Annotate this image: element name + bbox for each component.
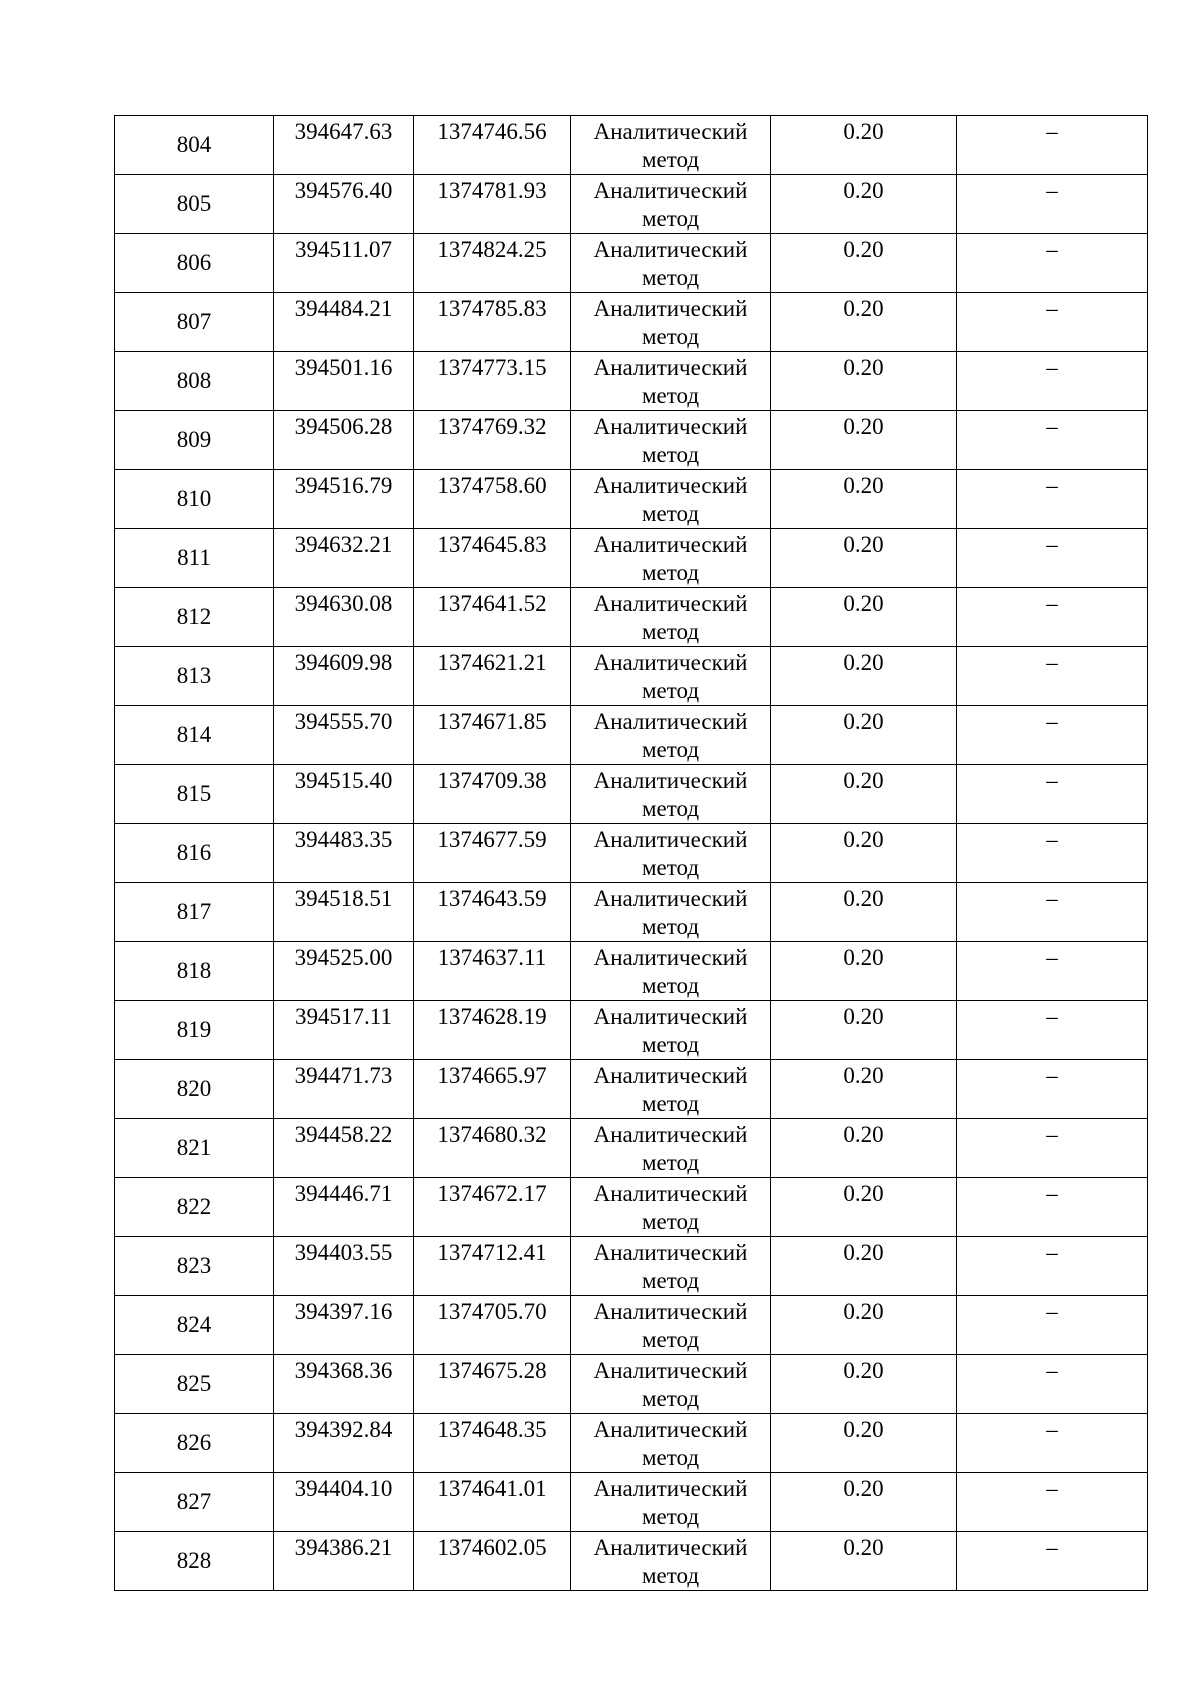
method-cell: Аналитический метод <box>571 352 771 411</box>
point-number-cell: 806 <box>115 234 274 293</box>
table-row <box>115 1178 1148 1237</box>
y-coordinate-cell: 1374746.56 <box>414 116 571 175</box>
note-cell: – <box>957 883 1148 942</box>
table-row <box>115 1355 1148 1414</box>
x-coordinate-cell: 394517.11 <box>274 1001 414 1060</box>
note-cell: – <box>957 647 1148 706</box>
method-cell: Аналитический метод <box>571 116 771 175</box>
coordinates-table <box>114 115 1148 1591</box>
y-coordinate-cell: 1374665.97 <box>414 1060 571 1119</box>
table-row <box>115 1414 1148 1473</box>
y-coordinate-cell: 1374641.52 <box>414 588 571 647</box>
point-number-cell: 825 <box>115 1355 274 1414</box>
point-number-cell: 818 <box>115 942 274 1001</box>
note-cell: – <box>957 1473 1148 1532</box>
x-coordinate-cell: 394386.21 <box>274 1532 414 1591</box>
method-cell: Аналитический метод <box>571 293 771 352</box>
x-coordinate-cell: 394404.10 <box>274 1473 414 1532</box>
method-cell: Аналитический метод <box>571 942 771 1001</box>
accuracy-cell: 0.20 <box>771 1060 957 1119</box>
table-row <box>115 1532 1148 1591</box>
method-cell: Аналитический метод <box>571 175 771 234</box>
y-coordinate-cell: 1374675.28 <box>414 1355 571 1414</box>
table-row <box>115 116 1148 175</box>
x-coordinate-cell: 394555.70 <box>274 706 414 765</box>
point-number-cell: 805 <box>115 175 274 234</box>
table-row <box>115 824 1148 883</box>
method-cell: Аналитический метод <box>571 824 771 883</box>
accuracy-cell: 0.20 <box>771 883 957 942</box>
method-cell: Аналитический метод <box>571 706 771 765</box>
accuracy-cell: 0.20 <box>771 1178 957 1237</box>
x-coordinate-cell: 394518.51 <box>274 883 414 942</box>
x-coordinate-cell: 394501.16 <box>274 352 414 411</box>
method-cell: Аналитический метод <box>571 234 771 293</box>
point-number-cell: 810 <box>115 470 274 529</box>
point-number-cell: 804 <box>115 116 274 175</box>
accuracy-cell: 0.20 <box>771 470 957 529</box>
table-row <box>115 234 1148 293</box>
table-row <box>115 352 1148 411</box>
y-coordinate-cell: 1374602.05 <box>414 1532 571 1591</box>
x-coordinate-cell: 394511.07 <box>274 234 414 293</box>
accuracy-cell: 0.20 <box>771 1001 957 1060</box>
y-coordinate-cell: 1374781.93 <box>414 175 571 234</box>
point-number-cell: 824 <box>115 1296 274 1355</box>
x-coordinate-cell: 394397.16 <box>274 1296 414 1355</box>
accuracy-cell: 0.20 <box>771 293 957 352</box>
method-cell: Аналитический метод <box>571 883 771 942</box>
note-cell: – <box>957 1414 1148 1473</box>
note-cell: – <box>957 706 1148 765</box>
point-number-cell: 820 <box>115 1060 274 1119</box>
method-cell: Аналитический метод <box>571 1473 771 1532</box>
method-cell: Аналитический метод <box>571 1414 771 1473</box>
note-cell: – <box>957 942 1148 1001</box>
method-cell: Аналитический метод <box>571 529 771 588</box>
point-number-cell: 814 <box>115 706 274 765</box>
table-row <box>115 529 1148 588</box>
point-number-cell: 815 <box>115 765 274 824</box>
x-coordinate-cell: 394483.35 <box>274 824 414 883</box>
y-coordinate-cell: 1374645.83 <box>414 529 571 588</box>
method-cell: Аналитический метод <box>571 1178 771 1237</box>
accuracy-cell: 0.20 <box>771 1532 957 1591</box>
y-coordinate-cell: 1374672.17 <box>414 1178 571 1237</box>
x-coordinate-cell: 394576.40 <box>274 175 414 234</box>
point-number-cell: 811 <box>115 529 274 588</box>
y-coordinate-cell: 1374824.25 <box>414 234 571 293</box>
y-coordinate-cell: 1374709.38 <box>414 765 571 824</box>
accuracy-cell: 0.20 <box>771 765 957 824</box>
accuracy-cell: 0.20 <box>771 352 957 411</box>
x-coordinate-cell: 394516.79 <box>274 470 414 529</box>
method-cell: Аналитический метод <box>571 647 771 706</box>
note-cell: – <box>957 175 1148 234</box>
table-row <box>115 293 1148 352</box>
note-cell: – <box>957 1060 1148 1119</box>
y-coordinate-cell: 1374643.59 <box>414 883 571 942</box>
note-cell: – <box>957 1237 1148 1296</box>
method-cell: Аналитический метод <box>571 1119 771 1178</box>
point-number-cell: 812 <box>115 588 274 647</box>
x-coordinate-cell: 394484.21 <box>274 293 414 352</box>
x-coordinate-cell: 394446.71 <box>274 1178 414 1237</box>
table-row <box>115 765 1148 824</box>
method-cell: Аналитический метод <box>571 1060 771 1119</box>
accuracy-cell: 0.20 <box>771 1355 957 1414</box>
y-coordinate-cell: 1374705.70 <box>414 1296 571 1355</box>
x-coordinate-cell: 394609.98 <box>274 647 414 706</box>
y-coordinate-cell: 1374621.21 <box>414 647 571 706</box>
table-row <box>115 883 1148 942</box>
y-coordinate-cell: 1374712.41 <box>414 1237 571 1296</box>
table-row <box>115 706 1148 765</box>
note-cell: – <box>957 293 1148 352</box>
x-coordinate-cell: 394647.63 <box>274 116 414 175</box>
note-cell: – <box>957 352 1148 411</box>
accuracy-cell: 0.20 <box>771 411 957 470</box>
table-row <box>115 1001 1148 1060</box>
table-row <box>115 1119 1148 1178</box>
note-cell: – <box>957 411 1148 470</box>
point-number-cell: 828 <box>115 1532 274 1591</box>
x-coordinate-cell: 394403.55 <box>274 1237 414 1296</box>
table-row <box>115 1296 1148 1355</box>
method-cell: Аналитический метод <box>571 765 771 824</box>
y-coordinate-cell: 1374758.60 <box>414 470 571 529</box>
accuracy-cell: 0.20 <box>771 1473 957 1532</box>
note-cell: – <box>957 1296 1148 1355</box>
y-coordinate-cell: 1374773.15 <box>414 352 571 411</box>
accuracy-cell: 0.20 <box>771 647 957 706</box>
y-coordinate-cell: 1374641.01 <box>414 1473 571 1532</box>
point-number-cell: 822 <box>115 1178 274 1237</box>
note-cell: – <box>957 588 1148 647</box>
note-cell: – <box>957 1119 1148 1178</box>
y-coordinate-cell: 1374769.32 <box>414 411 571 470</box>
method-cell: Аналитический метод <box>571 470 771 529</box>
point-number-cell: 817 <box>115 883 274 942</box>
x-coordinate-cell: 394458.22 <box>274 1119 414 1178</box>
note-cell: – <box>957 765 1148 824</box>
point-number-cell: 823 <box>115 1237 274 1296</box>
point-number-cell: 807 <box>115 293 274 352</box>
point-number-cell: 821 <box>115 1119 274 1178</box>
accuracy-cell: 0.20 <box>771 1296 957 1355</box>
y-coordinate-cell: 1374628.19 <box>414 1001 571 1060</box>
point-number-cell: 809 <box>115 411 274 470</box>
point-number-cell: 819 <box>115 1001 274 1060</box>
note-cell: – <box>957 234 1148 293</box>
accuracy-cell: 0.20 <box>771 588 957 647</box>
table-row <box>115 1060 1148 1119</box>
accuracy-cell: 0.20 <box>771 942 957 1001</box>
table-row <box>115 470 1148 529</box>
method-cell: Аналитический метод <box>571 1001 771 1060</box>
x-coordinate-cell: 394525.00 <box>274 942 414 1001</box>
note-cell: – <box>957 1355 1148 1414</box>
method-cell: Аналитический метод <box>571 411 771 470</box>
accuracy-cell: 0.20 <box>771 175 957 234</box>
method-cell: Аналитический метод <box>571 1237 771 1296</box>
table-row <box>115 1473 1148 1532</box>
x-coordinate-cell: 394471.73 <box>274 1060 414 1119</box>
x-coordinate-cell: 394392.84 <box>274 1414 414 1473</box>
y-coordinate-cell: 1374637.11 <box>414 942 571 1001</box>
table-row <box>115 588 1148 647</box>
accuracy-cell: 0.20 <box>771 706 957 765</box>
x-coordinate-cell: 394515.40 <box>274 765 414 824</box>
x-coordinate-cell: 394632.21 <box>274 529 414 588</box>
coordinates-table-body <box>115 116 1148 1591</box>
method-cell: Аналитический метод <box>571 1532 771 1591</box>
x-coordinate-cell: 394506.28 <box>274 411 414 470</box>
table-row <box>115 942 1148 1001</box>
y-coordinate-cell: 1374648.35 <box>414 1414 571 1473</box>
point-number-cell: 808 <box>115 352 274 411</box>
x-coordinate-cell: 394368.36 <box>274 1355 414 1414</box>
table-row <box>115 647 1148 706</box>
accuracy-cell: 0.20 <box>771 529 957 588</box>
note-cell: – <box>957 116 1148 175</box>
method-cell: Аналитический метод <box>571 1355 771 1414</box>
point-number-cell: 816 <box>115 824 274 883</box>
accuracy-cell: 0.20 <box>771 1414 957 1473</box>
note-cell: – <box>957 1178 1148 1237</box>
y-coordinate-cell: 1374677.59 <box>414 824 571 883</box>
accuracy-cell: 0.20 <box>771 234 957 293</box>
table-row <box>115 1237 1148 1296</box>
accuracy-cell: 0.20 <box>771 116 957 175</box>
note-cell: – <box>957 470 1148 529</box>
note-cell: – <box>957 529 1148 588</box>
note-cell: – <box>957 1001 1148 1060</box>
point-number-cell: 827 <box>115 1473 274 1532</box>
method-cell: Аналитический метод <box>571 588 771 647</box>
table-row <box>115 175 1148 234</box>
accuracy-cell: 0.20 <box>771 1237 957 1296</box>
method-cell: Аналитический метод <box>571 1296 771 1355</box>
point-number-cell: 826 <box>115 1414 274 1473</box>
x-coordinate-cell: 394630.08 <box>274 588 414 647</box>
accuracy-cell: 0.20 <box>771 824 957 883</box>
y-coordinate-cell: 1374785.83 <box>414 293 571 352</box>
note-cell: – <box>957 824 1148 883</box>
accuracy-cell: 0.20 <box>771 1119 957 1178</box>
table-row <box>115 411 1148 470</box>
y-coordinate-cell: 1374671.85 <box>414 706 571 765</box>
note-cell: – <box>957 1532 1148 1591</box>
y-coordinate-cell: 1374680.32 <box>414 1119 571 1178</box>
point-number-cell: 813 <box>115 647 274 706</box>
